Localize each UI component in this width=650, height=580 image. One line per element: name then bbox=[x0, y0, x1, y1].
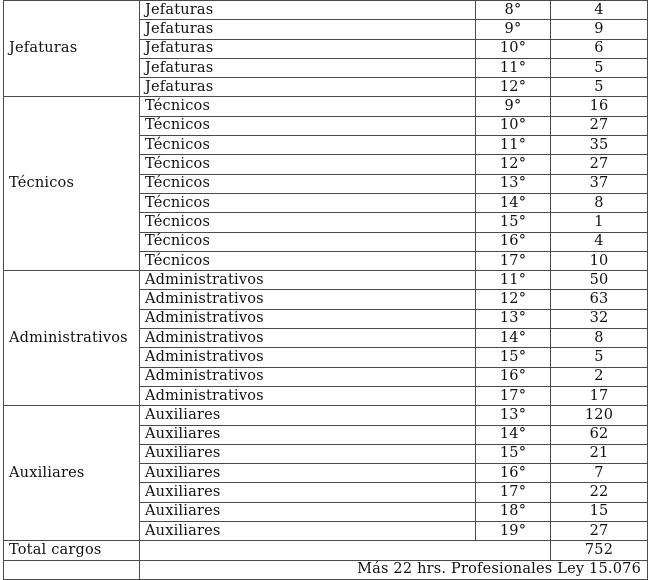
role-cell: Administrativos bbox=[140, 367, 476, 386]
count-cell: 4 bbox=[551, 1, 648, 20]
count-cell: 22 bbox=[551, 483, 648, 502]
footnote: Más 22 hrs. Profesionales Ley 15.076 bbox=[140, 560, 648, 579]
grade-cell: 9° bbox=[476, 20, 551, 39]
role-cell: Auxiliares bbox=[140, 483, 476, 502]
role-cell: Auxiliares bbox=[140, 425, 476, 444]
grade-cell: 14° bbox=[476, 329, 551, 348]
grade-cell: 15° bbox=[476, 213, 551, 232]
total-label: Total cargos bbox=[4, 541, 140, 560]
count-cell: 10 bbox=[551, 251, 648, 270]
role-cell: Administrativos bbox=[140, 386, 476, 405]
count-cell: 27 bbox=[551, 155, 648, 174]
grade-cell: 16° bbox=[476, 464, 551, 483]
count-cell: 5 bbox=[551, 348, 648, 367]
count-cell: 21 bbox=[551, 444, 648, 463]
count-cell: 27 bbox=[551, 522, 648, 541]
table-footer bbox=[4, 541, 648, 580]
count-cell: 6 bbox=[551, 39, 648, 58]
role-cell: Jefaturas bbox=[140, 20, 476, 39]
grade-cell: 15° bbox=[476, 348, 551, 367]
count-cell: 50 bbox=[551, 271, 648, 290]
grade-cell: 17° bbox=[476, 483, 551, 502]
table-row bbox=[4, 271, 648, 290]
grade-cell: 13° bbox=[476, 309, 551, 328]
count-cell: 9 bbox=[551, 20, 648, 39]
role-cell: Auxiliares bbox=[140, 464, 476, 483]
total-spacer-cell bbox=[140, 541, 551, 560]
grade-cell: 19° bbox=[476, 522, 551, 541]
count-cell: 63 bbox=[551, 290, 648, 309]
count-cell: 35 bbox=[551, 136, 648, 155]
grade-cell: 8° bbox=[476, 1, 551, 20]
count-cell: 62 bbox=[551, 425, 648, 444]
table-body bbox=[4, 1, 648, 541]
grade-cell: 15° bbox=[476, 444, 551, 463]
role-cell: Jefaturas bbox=[140, 39, 476, 58]
grade-cell: 11° bbox=[476, 271, 551, 290]
grade-cell: 10° bbox=[476, 116, 551, 135]
grade-cell: 11° bbox=[476, 136, 551, 155]
count-cell: 37 bbox=[551, 174, 648, 193]
role-cell: Auxiliares bbox=[140, 406, 476, 425]
count-cell: 120 bbox=[551, 406, 648, 425]
category-cell: Jefaturas bbox=[4, 1, 140, 97]
count-cell: 8 bbox=[551, 329, 648, 348]
role-cell: Técnicos bbox=[140, 116, 476, 135]
role-cell: Técnicos bbox=[140, 97, 476, 116]
grade-cell: 16° bbox=[476, 232, 551, 251]
grade-cell: 16° bbox=[476, 367, 551, 386]
role-cell: Administrativos bbox=[140, 309, 476, 328]
count-cell: 15 bbox=[551, 502, 648, 521]
role-cell: Técnicos bbox=[140, 155, 476, 174]
role-cell: Auxiliares bbox=[140, 502, 476, 521]
count-cell: 8 bbox=[551, 193, 648, 212]
table-row bbox=[4, 1, 648, 20]
staffing-grades-table bbox=[3, 0, 648, 580]
count-cell: 16 bbox=[551, 97, 648, 116]
grade-cell: 13° bbox=[476, 174, 551, 193]
count-cell: 2 bbox=[551, 367, 648, 386]
role-cell: Técnicos bbox=[140, 136, 476, 155]
count-cell: 27 bbox=[551, 116, 648, 135]
grade-cell: 14° bbox=[476, 425, 551, 444]
table-row bbox=[4, 97, 648, 116]
grade-cell: 13° bbox=[476, 406, 551, 425]
total-value: 752 bbox=[551, 541, 648, 560]
grade-cell: 9° bbox=[476, 97, 551, 116]
grade-cell: 10° bbox=[476, 39, 551, 58]
role-cell: Auxiliares bbox=[140, 444, 476, 463]
role-cell: Auxiliares bbox=[140, 522, 476, 541]
role-cell: Administrativos bbox=[140, 329, 476, 348]
grade-cell: 17° bbox=[476, 386, 551, 405]
role-cell: Técnicos bbox=[140, 174, 476, 193]
grade-cell: 12° bbox=[476, 155, 551, 174]
count-cell: 5 bbox=[551, 58, 648, 77]
count-cell: 7 bbox=[551, 464, 648, 483]
footnote-spacer-cell bbox=[4, 560, 140, 579]
category-cell: Auxiliares bbox=[4, 406, 140, 541]
count-cell: 17 bbox=[551, 386, 648, 405]
grade-cell: 11° bbox=[476, 58, 551, 77]
count-cell: 4 bbox=[551, 232, 648, 251]
role-cell: Técnicos bbox=[140, 193, 476, 212]
table-row bbox=[4, 406, 648, 425]
role-cell: Jefaturas bbox=[140, 78, 476, 97]
count-cell: 5 bbox=[551, 78, 648, 97]
grade-cell: 12° bbox=[476, 78, 551, 97]
grade-cell: 18° bbox=[476, 502, 551, 521]
role-cell: Técnicos bbox=[140, 232, 476, 251]
footnote-row bbox=[4, 560, 648, 579]
total-row bbox=[4, 541, 648, 560]
count-cell: 1 bbox=[551, 213, 648, 232]
category-cell: Técnicos bbox=[4, 97, 140, 271]
grade-cell: 17° bbox=[476, 251, 551, 270]
role-cell: Administrativos bbox=[140, 348, 476, 367]
role-cell: Técnicos bbox=[140, 213, 476, 232]
role-cell: Administrativos bbox=[140, 271, 476, 290]
grade-cell: 12° bbox=[476, 290, 551, 309]
category-cell: Administrativos bbox=[4, 271, 140, 406]
role-cell: Jefaturas bbox=[140, 58, 476, 77]
role-cell: Jefaturas bbox=[140, 1, 476, 20]
role-cell: Técnicos bbox=[140, 251, 476, 270]
count-cell: 32 bbox=[551, 309, 648, 328]
grade-cell: 14° bbox=[476, 193, 551, 212]
role-cell: Administrativos bbox=[140, 290, 476, 309]
